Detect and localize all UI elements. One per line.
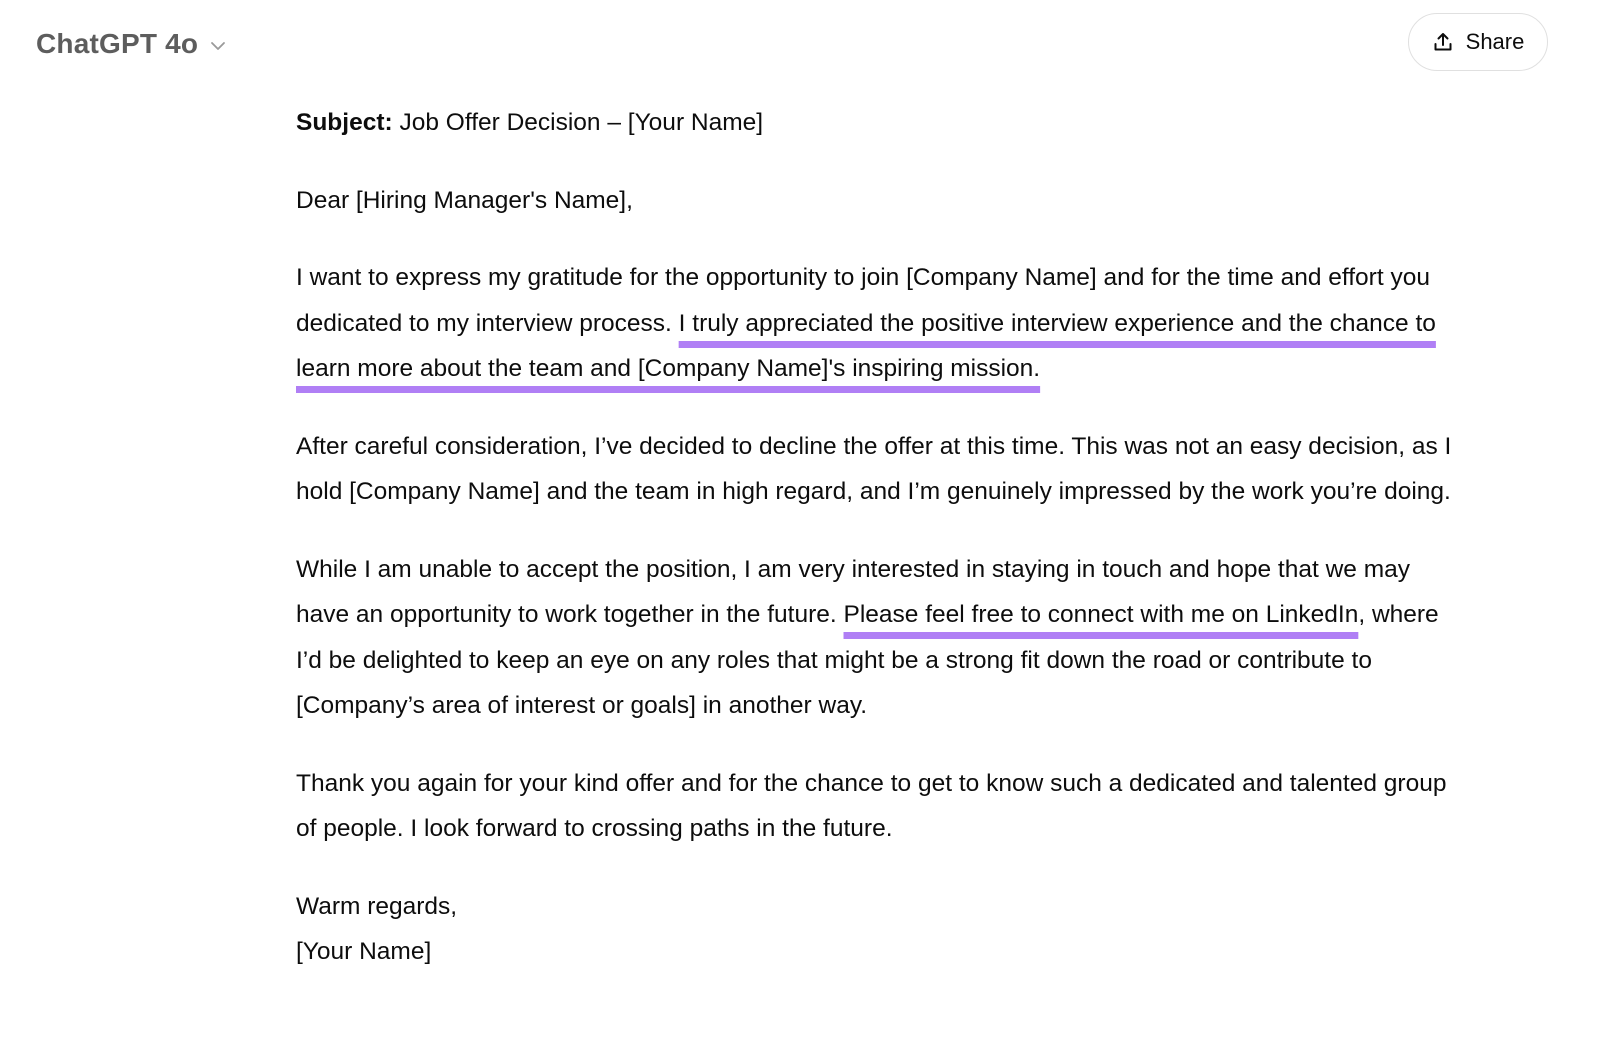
- paragraph-stay-in-touch: [296, 547, 1456, 729]
- paragraph-decline: After careful consideration, I’ve decided to decline the offer at this time. This was not an easy decision, as I hold [Company Name] and the team in high regard, and I’m genuinely impressed by the work you’re doing.: [296, 432, 1452, 505]
- paragraph-gratitude: [296, 255, 1456, 392]
- subject-text: Job Offer Decision – [Your Name]: [392, 109, 764, 136]
- paragraph-thanks: Thank you again for your kind offer and for the chance to get to know such a dedicated and talented group of people. I look forward to crossing paths in the future.: [296, 769, 1447, 842]
- model-switcher[interactable]: [36, 22, 228, 66]
- model-name: ChatGPT 4o: [36, 28, 199, 59]
- subject-label: Subject:: [296, 109, 393, 136]
- email-subject: [296, 100, 1456, 146]
- share-button[interactable]: [1408, 13, 1548, 71]
- chevron-down-icon: [208, 36, 228, 56]
- paragraph-text: , where I’d be delighted to keep an eye on any roles that might be a strong fit down the road or contribute to [Company’s area of interest or goals] in another way.: [296, 601, 1439, 719]
- email-signature: [Your Name]: [296, 938, 432, 965]
- highlighted-text: I truly appreciated the positive interview experience and the chance to learn more about the team and [Company Name]'s inspiring mission.: [296, 309, 1436, 382]
- assistant-message: [296, 100, 1456, 975]
- email-greeting: Dear [Hiring Manager's Name],: [296, 186, 633, 214]
- highlighted-text: Please feel free to connect with me on LinkedIn: [843, 601, 1359, 628]
- top-bar: [0, 0, 1600, 88]
- paragraph-text: I want to express my gratitude for the opportunity to join [Company Name] and for the time and effort you dedicated to my interview process.: [296, 264, 1430, 337]
- email-closing: Warm regards,: [296, 892, 458, 920]
- share-label: Share: [1465, 29, 1525, 54]
- paragraph-text: While I am unable to accept the position, I am very interested in staying in touch and hope that we may have an opportunity to work together in the future.: [296, 555, 1411, 628]
- share-upload-icon: [1432, 31, 1454, 53]
